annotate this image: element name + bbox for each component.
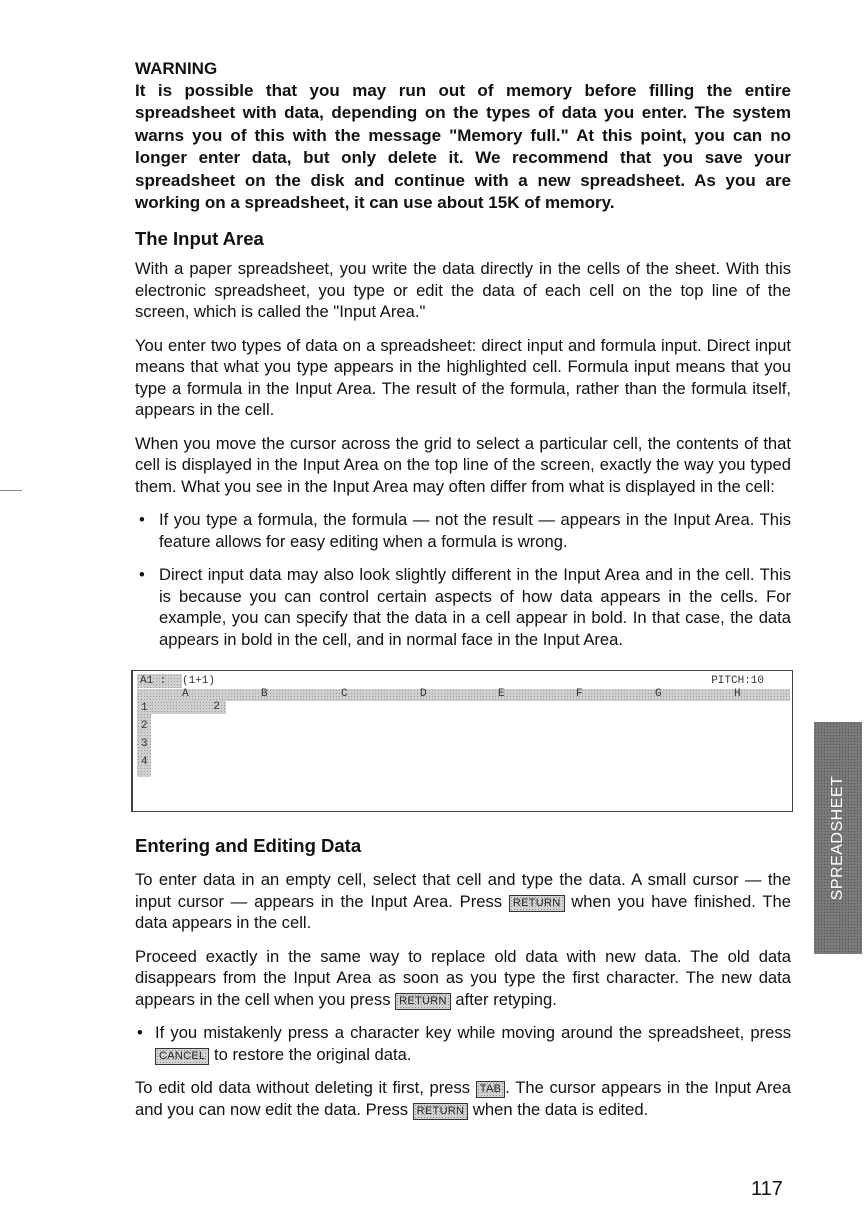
margin-mark [0, 490, 22, 491]
return-key: RETURN [413, 1103, 469, 1120]
highlighted-cell-a1 [151, 701, 226, 714]
screen-display [133, 671, 792, 811]
text-run: to restore the original data. [209, 1044, 412, 1064]
tab-key: TAB [476, 1081, 505, 1098]
text-run: after retyping. [450, 989, 557, 1009]
column-header: G [655, 688, 662, 701]
cancel-key: CANCEL [155, 1048, 209, 1065]
column-header: A [182, 688, 189, 701]
page-content [135, 58, 791, 1120]
column-header: H [734, 688, 741, 701]
return-key: RETURN [509, 895, 565, 912]
pitch-indicator: PITCH:10 [711, 675, 764, 688]
column-header: E [498, 688, 505, 701]
column-header-bar [137, 689, 790, 701]
page-number: 117 [751, 1178, 783, 1200]
entering-paragraph-2 [135, 946, 791, 1011]
row-header: 1 [141, 702, 148, 715]
input-area-heading: The Input Area [135, 228, 264, 250]
column-header: B [261, 688, 268, 701]
text-run: To edit old data without deleting it first, press [135, 1078, 476, 1098]
input-area-bullet-list [135, 509, 791, 650]
warning-body: It is possible that you may run out of memory before filling the entire spreadsheet with data, depending on the types of data you enter. The system warns you of this with the message "Memory full." At this point, you can no longer enter data, but only delete it. We recommend that you save your spreadsheet on the disk and continue with a new spreadsheet. As you are working on a spreadsheet, it can use about 15K of memory. [135, 81, 791, 213]
row-header-bar [137, 701, 151, 777]
entering-paragraph-3 [135, 1077, 791, 1120]
bullet-text-1: If you type a formula, the formula — not the result — appears in the Input Area. This feature allows for easy editing when a formula is wrong. [159, 510, 791, 551]
bullet-icon: • [139, 565, 145, 585]
text-run: If you mistakenly press a character key while moving around the spreadsheet, press [155, 1023, 791, 1043]
return-key: RETURN [395, 993, 451, 1010]
text-run: Proceed exactly in the same way to replace old data with new data. The old data disappears from the Input Area as soon as you type the first character. The new data appears in the cell when you press [135, 946, 791, 1009]
list-item [135, 564, 791, 650]
input-area-paragraph-2: You enter two types of data on a spreadsheet: direct input and formula input. Direct input means that what you type appears in the highlighted cell. Formula input means that you type a formula in the Input Area. The result of the formula, rather than the formula itself, appears in the cell. [135, 335, 791, 420]
text-run: when you have finished. The data appears in the cell. [135, 891, 791, 933]
list-item [135, 1022, 791, 1065]
column-header: C [341, 688, 348, 701]
bullet-text-2: Direct input data may also look slightly different in the Input Area and in the cell. This is because you can control certain aspects of how data appears in the cells. For example, you can specify that the data in a cell appear in bold. In that case, the data appears in bold in the cell, and in normal face in the Input Area. [159, 565, 791, 649]
row-header: 4 [141, 756, 148, 769]
text-run: when the data is edited. [468, 1099, 649, 1119]
bullet-icon: • [137, 1023, 143, 1043]
input-area-formula: (1+1) [182, 675, 216, 688]
list-item [135, 509, 791, 552]
row-header: 2 [141, 720, 148, 733]
text-run: . The cursor appears in the Input Area and you can now edit the data. Press [135, 1078, 791, 1119]
cell-reference: A1 : [137, 674, 182, 688]
section-tab-spreadsheet [814, 722, 862, 954]
input-area-paragraph-1: With a paper spreadsheet, you write the data directly in the cells of the sheet. With this electronic spreadsheet, you type or edit the data of each cell on the top line of the screen, which is called the "Input Area." [135, 259, 791, 322]
spreadsheet-screen-figure [131, 670, 793, 812]
column-header: F [576, 688, 583, 701]
input-area-paragraph-3: When you move the cursor across the grid to select a particular cell, the contents of that cell is displayed in the Input Area on the top line of the screen, exactly the way you typed them. What you see in the Input Area may often differ from what is displayed in the cell: [135, 433, 791, 496]
cell-value: 2 [213, 701, 220, 714]
entering-paragraph-1 [135, 869, 791, 934]
entering-bullet-list [135, 1022, 791, 1065]
entering-editing-heading: Entering and Editing Data [135, 835, 362, 857]
row-header: 3 [141, 738, 148, 751]
section-tab-label: SPREADSHEET [829, 775, 846, 901]
column-header: D [420, 688, 427, 701]
bullet-icon: • [139, 510, 145, 530]
warning-title: WARNING [135, 59, 218, 78]
text-run: To enter data in an empty cell, select that cell and type the data. A small cursor — the input cursor — appears in the Input Area. Press [135, 870, 791, 911]
